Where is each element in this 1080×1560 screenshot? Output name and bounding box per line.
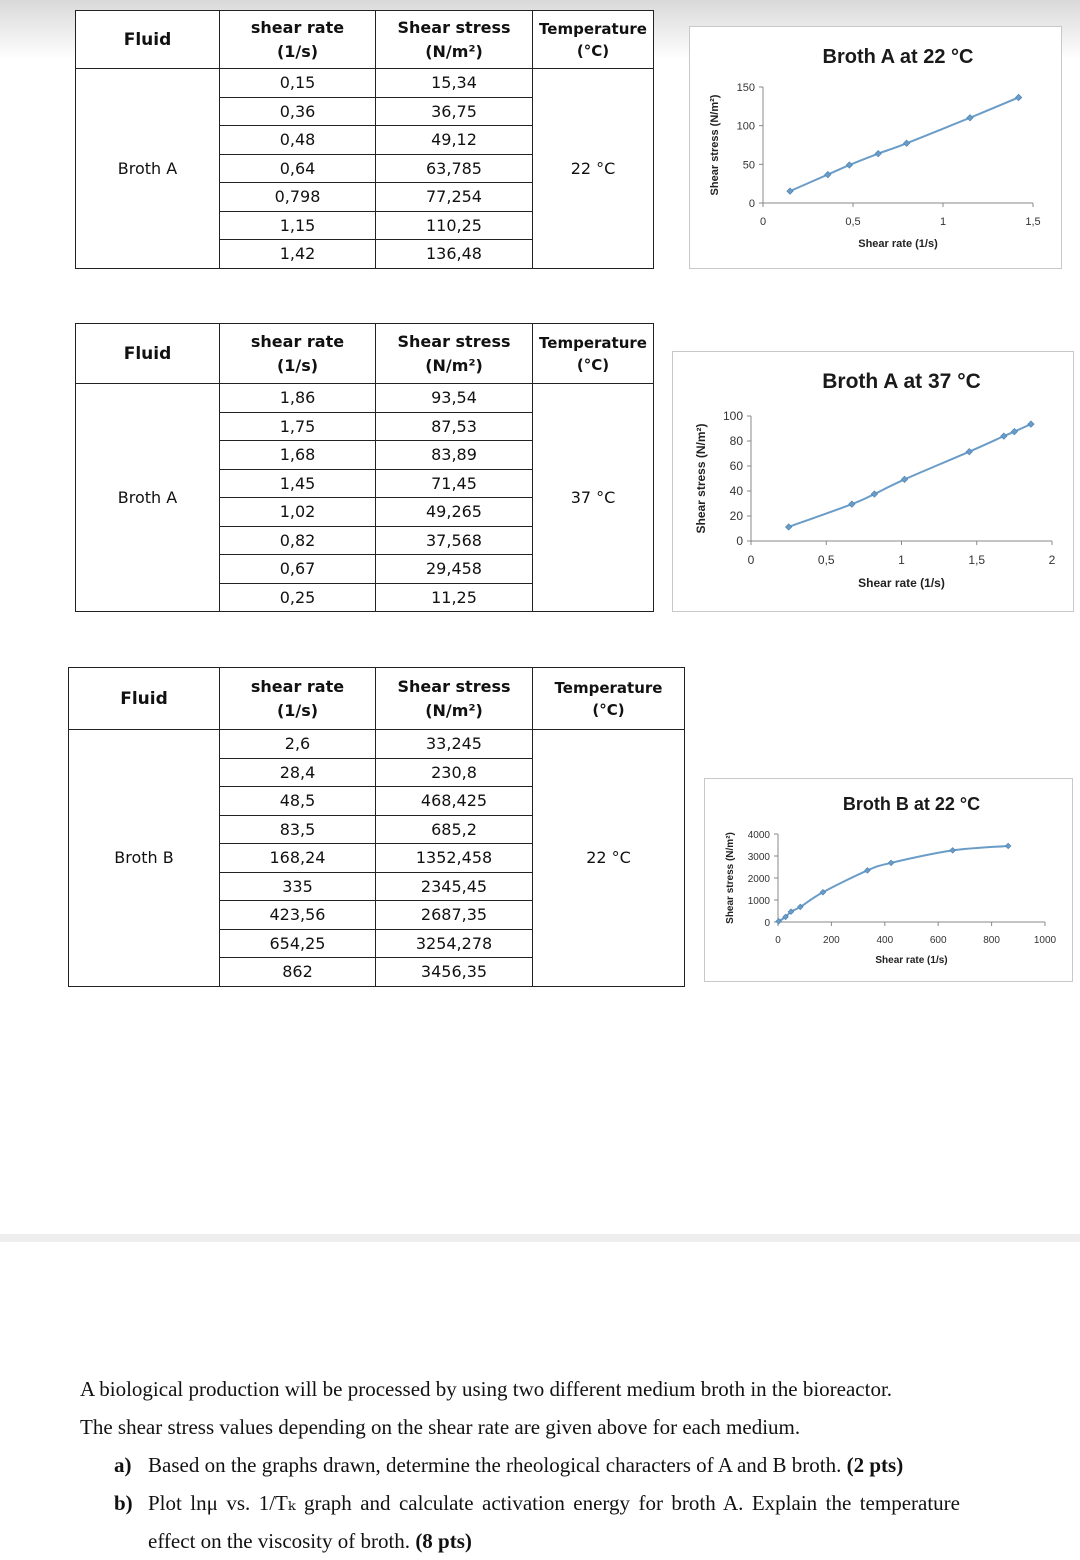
shear-rate-cell: 0,82 — [220, 526, 376, 555]
x-tick-label: 800 — [983, 935, 1000, 946]
data-point — [1005, 843, 1011, 849]
chart-canvas — [690, 27, 1061, 268]
intro-line: The shear stress values depending on the shear rate are given above for each medium. — [80, 1415, 801, 1439]
y-axis-label: Shear stress (N/m²) — [725, 832, 736, 924]
shear-stress-cell: 3456,35 — [376, 958, 533, 987]
x-tick-label: 0,5 — [845, 216, 861, 228]
shear-rate-cell: 1,75 — [220, 412, 376, 441]
temperature-value: 22 °C — [533, 69, 654, 269]
y-axis-label: Shear stress (N/m²) — [694, 423, 708, 534]
shear-rate-cell: 0,798 — [220, 183, 376, 212]
fluid-name: Broth A — [76, 384, 220, 612]
fluid-name: Broth B — [69, 730, 220, 987]
page-separator — [0, 1234, 1080, 1242]
shear-stress-cell: 93,54 — [376, 384, 533, 413]
data-point — [1028, 421, 1034, 427]
temperature-value: 22 °C — [533, 730, 685, 987]
shear-rate-cell: 2,6 — [220, 730, 376, 759]
header-temperature: Temperature (°C) — [533, 324, 654, 384]
table-row — [69, 730, 685, 759]
header-temperature: Temperature (°C) — [533, 668, 685, 730]
shear-stress-cell: 230,8 — [376, 758, 533, 787]
question-a — [80, 1446, 960, 1484]
table-row — [76, 384, 654, 413]
data-point — [967, 115, 973, 121]
x-tick-label: 200 — [823, 935, 840, 946]
data-point — [1011, 428, 1017, 434]
shear-rate-cell: 654,25 — [220, 929, 376, 958]
x-tick-label: 0 — [759, 216, 767, 228]
shear-stress-cell: 11,25 — [376, 583, 533, 612]
x-tick-label: 1 — [939, 216, 947, 228]
shear-stress-cell: 29,458 — [376, 555, 533, 584]
y-tick-label: 4000 — [747, 830, 770, 841]
shear-stress-cell: 685,2 — [376, 815, 533, 844]
header-temperature: Temperature (°C) — [533, 11, 654, 69]
shear-rate-cell: 1,86 — [220, 384, 376, 413]
intro-line: A biological production will be processed by using two different medium broth in the bioreactor. — [80, 1377, 893, 1401]
y-tick-label: 80 — [729, 434, 743, 448]
y-axis-label: Shear stress (N/m²) — [709, 94, 721, 196]
shear-rate-cell: 0,15 — [220, 69, 376, 98]
shear-rate-cell: 0,25 — [220, 583, 376, 612]
shear-rate-cell: 168,24 — [220, 844, 376, 873]
shear-stress-cell: 136,48 — [376, 240, 533, 269]
shear-stress-cell: 2687,35 — [376, 901, 533, 930]
shear-rate-cell: 862 — [220, 958, 376, 987]
shear-rate-cell: 1,45 — [220, 469, 376, 498]
shear-rate-cell: 1,02 — [220, 498, 376, 527]
y-tick-label: 1000 — [747, 896, 770, 907]
data-point — [871, 491, 877, 497]
chart-canvas — [673, 352, 1073, 611]
data-table-broth-a-22 — [75, 10, 654, 269]
header-shear-rate: shear rate (1/s) — [220, 11, 376, 69]
shear-rate-cell: 423,56 — [220, 901, 376, 930]
shear-stress-cell: 3254,278 — [376, 929, 533, 958]
data-point — [950, 848, 956, 854]
shear-stress-cell: 2345,45 — [376, 872, 533, 901]
shear-stress-cell: 36,75 — [376, 97, 533, 126]
shear-rate-cell: 1,68 — [220, 441, 376, 470]
header-shear-stress: Shear stress (N/m²) — [376, 11, 533, 69]
header-shear-stress: Shear stress (N/m²) — [376, 668, 533, 730]
data-point — [888, 860, 894, 866]
shear-rate-cell: 1,15 — [220, 211, 376, 240]
series-line — [779, 846, 1008, 921]
shear-rate-cell: 0,67 — [220, 555, 376, 584]
data-point — [1015, 94, 1021, 100]
shear-rate-cell: 335 — [220, 872, 376, 901]
shear-stress-cell: 15,34 — [376, 69, 533, 98]
question-b-text: Plot lnμ vs. 1/Tₖ graph and calculate activation energy for broth A. Explain the temperature effect on the viscosity of broth. — [148, 1491, 960, 1553]
question-b-points: (8 pts) — [415, 1529, 472, 1553]
chart-canvas — [705, 779, 1072, 981]
shear-stress-cell: 77,254 — [376, 183, 533, 212]
question-a-marker: a) — [114, 1453, 132, 1477]
y-tick-label: 0 — [736, 534, 743, 548]
shear-stress-cell: 83,89 — [376, 441, 533, 470]
data-point — [966, 448, 972, 454]
x-tick-label: 0 — [747, 553, 755, 567]
shear-rate-cell: 83,5 — [220, 815, 376, 844]
chart-title: Broth A at 37 °C — [822, 370, 981, 393]
x-tick-label: 1 — [898, 553, 905, 567]
data-point — [825, 171, 831, 177]
chart-title: Broth B at 22 °C — [842, 794, 981, 814]
shear-stress-cell: 468,425 — [376, 787, 533, 816]
shear-stress-cell: 49,265 — [376, 498, 533, 527]
question-a-text: Based on the graphs drawn, determine the rheological characters of A and B broth. — [148, 1453, 842, 1477]
y-tick-label: 60 — [729, 459, 743, 473]
header-shear-rate: shear rate (1/s) — [220, 324, 376, 384]
chart-broth-a-22 — [689, 26, 1062, 269]
shear-rate-cell: 0,64 — [220, 154, 376, 183]
data-point — [901, 476, 907, 482]
chart-title: Broth A at 22 °C — [822, 46, 974, 68]
data-point — [1001, 433, 1007, 439]
shear-stress-cell: 37,568 — [376, 526, 533, 555]
data-point — [875, 150, 881, 156]
question-a-points: (2 pts) — [846, 1453, 904, 1477]
header-shear-rate: shear rate (1/s) — [220, 668, 376, 730]
data-table-broth-b-22 — [68, 667, 685, 987]
table-row — [76, 69, 654, 98]
y-tick-label: 40 — [729, 484, 743, 498]
shear-rate-cell: 1,42 — [220, 240, 376, 269]
x-tick-label: 2 — [1048, 553, 1056, 567]
question-block — [80, 1370, 960, 1560]
header-shear-stress: Shear stress (N/m²) — [376, 324, 533, 384]
shear-stress-cell: 33,245 — [376, 730, 533, 759]
x-axis-label: Shear rate (1/s) — [875, 955, 948, 966]
question-b — [80, 1484, 960, 1560]
series-line — [789, 424, 1031, 527]
shear-stress-cell: 1352,458 — [376, 844, 533, 873]
shear-stress-cell: 49,12 — [376, 126, 533, 155]
x-axis-label: Shear rate (1/s) — [858, 238, 938, 250]
question-b-marker: b) — [114, 1491, 133, 1515]
y-tick-label: 0 — [748, 198, 755, 210]
header-fluid: Fluid — [76, 324, 220, 384]
x-tick-label: 1,5 — [968, 553, 986, 567]
y-tick-label: 2000 — [747, 874, 770, 885]
x-tick-label: 400 — [876, 935, 894, 946]
y-tick-label: 100 — [736, 120, 755, 133]
chart-broth-b-22 — [704, 778, 1073, 982]
x-tick-label: 1000 — [1033, 935, 1057, 946]
y-tick-label: 3000 — [747, 852, 770, 863]
chart-broth-a-37 — [672, 351, 1074, 612]
y-tick-label: 150 — [736, 82, 755, 94]
y-tick-label: 100 — [722, 409, 743, 423]
data-point — [846, 162, 852, 168]
data-point — [785, 524, 791, 530]
data-point — [787, 188, 793, 194]
data-table-broth-a-37 — [75, 323, 654, 612]
x-tick-label: 0 — [775, 935, 781, 946]
temperature-value: 37 °C — [533, 384, 654, 612]
shear-rate-cell: 0,36 — [220, 97, 376, 126]
data-point — [865, 868, 871, 874]
header-fluid: Fluid — [76, 11, 220, 69]
x-tick-label: 600 — [929, 935, 947, 946]
fluid-name: Broth A — [76, 69, 220, 269]
y-tick-label: 20 — [729, 509, 743, 523]
shear-stress-cell: 63,785 — [376, 154, 533, 183]
x-axis-label: Shear rate (1/s) — [858, 576, 945, 590]
x-tick-label: 1,5 — [1025, 216, 1041, 228]
data-point — [849, 501, 855, 507]
shear-stress-cell: 71,45 — [376, 469, 533, 498]
data-point — [903, 140, 909, 146]
shear-stress-cell: 87,53 — [376, 412, 533, 441]
shear-stress-cell: 110,25 — [376, 211, 533, 240]
x-tick-label: 0,5 — [817, 553, 835, 567]
shear-rate-cell: 48,5 — [220, 787, 376, 816]
header-fluid: Fluid — [69, 668, 220, 730]
y-tick-label: 0 — [764, 918, 770, 929]
shear-rate-cell: 0,48 — [220, 126, 376, 155]
y-tick-label: 50 — [742, 159, 755, 172]
shear-rate-cell: 28,4 — [220, 758, 376, 787]
